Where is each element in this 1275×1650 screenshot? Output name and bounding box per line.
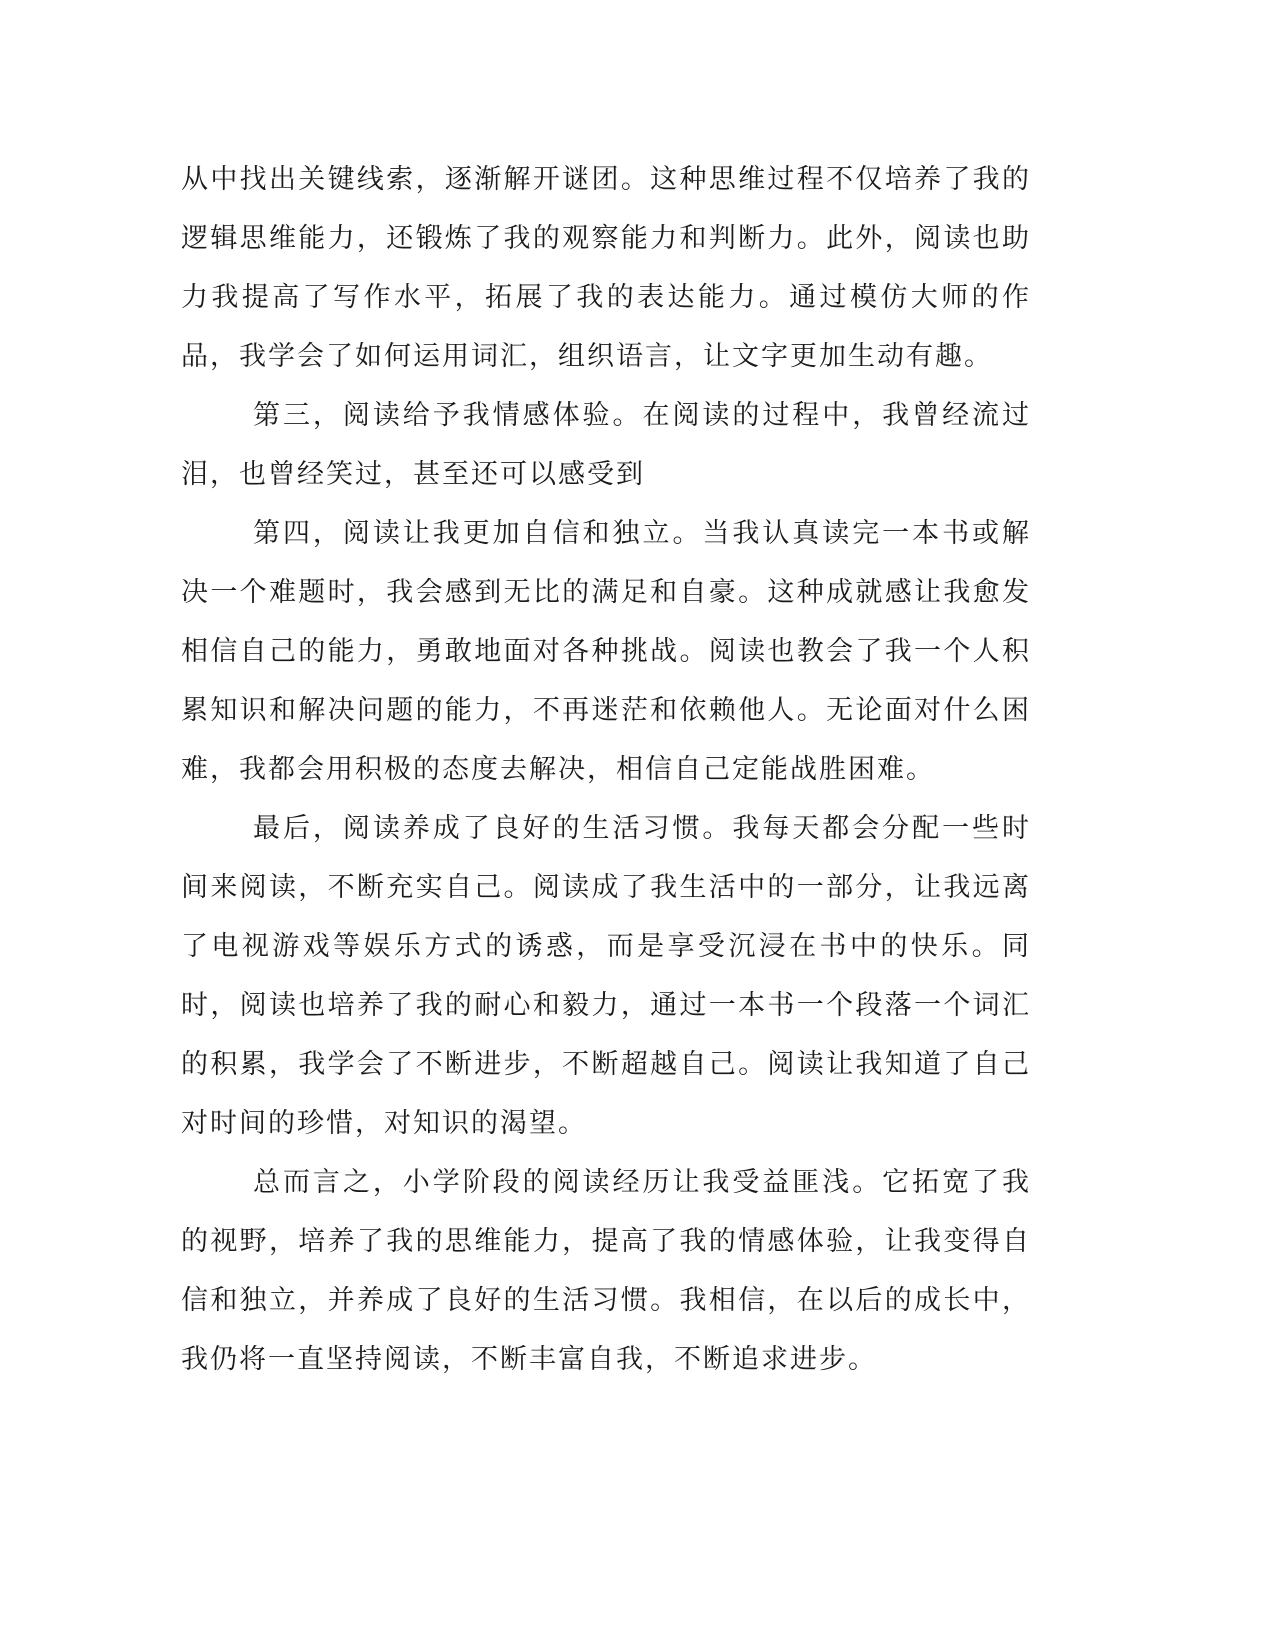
paragraph-fourth-point: 第四，阅读让我更加自信和独立。当我认真读完一本书或解决一个难题时，我会感到无比的满足和自豪。这种成就感让我愈发相信自己的能力，勇敢地面对各种挑战。阅读也教会了我一个人积累知识和解决问题的能力，不再迷茫和依赖他人。无论面对什么困难，我都会用积极的态度去解决，相信自己定能战胜困难。 — [181, 518, 1031, 785]
paragraph-conclusion: 总而言之，小学阶段的阅读经历让我受益匪浅。它拓宽了我的视野，培养了我的思维能力，提高了我的情感体验，让我变得自信和独立，并养成了良好的生活习惯。我相信，在以后的成长中，我仍将一直坚持阅读，不断丰富自我，不断追求进步。 — [181, 1167, 1031, 1375]
paragraph-third-point: 第三，阅读给予我情感体验。在阅读的过程中，我曾经流过泪，也曾经笑过，甚至还可以感受到 — [181, 400, 1031, 490]
document-body — [181, 150, 1031, 1389]
paragraph-finally: 最后，阅读养成了良好的生活习惯。我每天都会分配一些时间来阅读，不断充实自己。阅读成了我生活中的一部分，让我远离了电视游戏等娱乐方式的诱惑，而是享受沉浸在书中的快乐。同时，阅读也培养了我的耐心和毅力，通过一本书一个段落一个词汇的积累，我学会了不断进步，不断超越自己。阅读让我知道了自己对时间的珍惜，对知识的渴望。 — [181, 813, 1031, 1139]
paragraph-continuation: 从中找出关键线索，逐渐解开谜团。这种思维过程不仅培养了我的逻辑思维能力，还锻炼了我的观察能力和判断力。此外，阅读也助力我提高了写作水平，拓展了我的表达能力。通过模仿大师的作品，我学会了如何运用词汇，组织语言，让文字更加生动有趣。 — [181, 164, 1031, 372]
